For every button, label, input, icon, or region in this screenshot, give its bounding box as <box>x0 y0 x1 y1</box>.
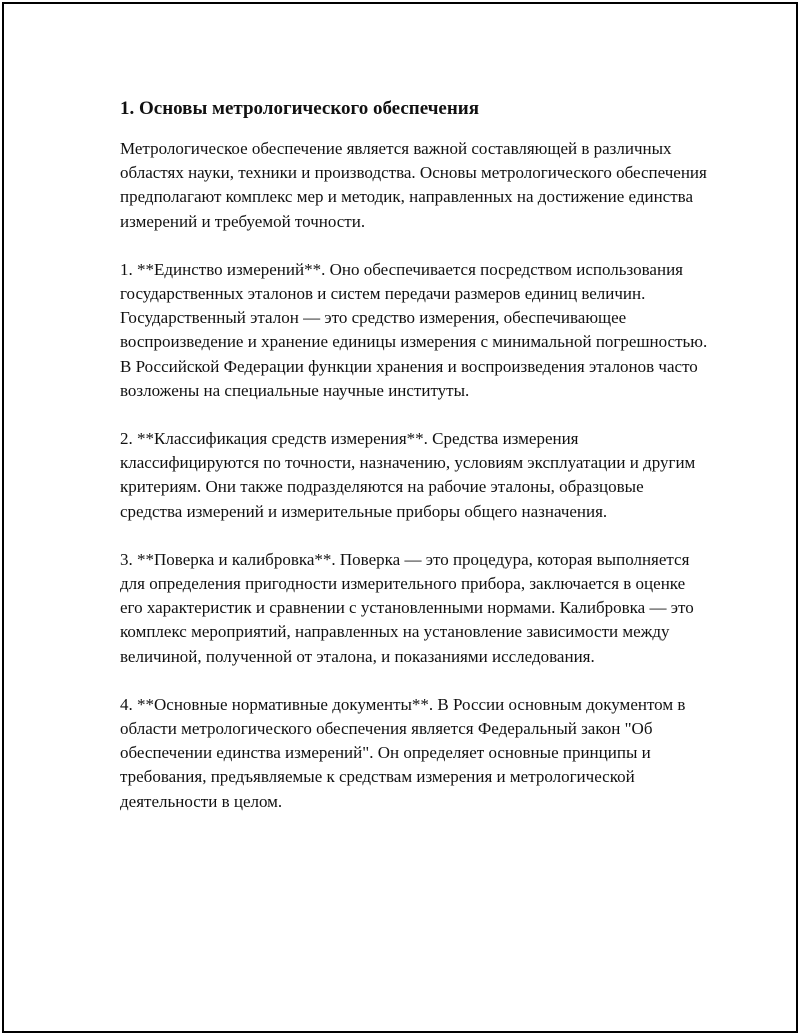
page-frame <box>2 2 798 1033</box>
intro-paragraph: Метрологическое обеспечение является важной составляющей в различных областях науки, техники и производства. Основы метрологического обеспечения предполагают комплекс мер и методик, направленных на достижение единства измерений и требуемой точности. <box>120 139 707 231</box>
document-title: 1. Основы метрологического обеспечения <box>120 98 480 119</box>
paragraph-unity-of-measurements: 1. **Единство измерений**. Оно обеспечивается посредством использования государственных эталонов и систем передачи размеров единиц величин. Государственный эталон — это средство измерения, обеспечивающее воспроизведение и хранение единицы измерения с минимальной погрешностью. В Российской Федерации функции хранения и воспроизведения эталонов часто возложены на специальные научные институты. <box>120 259 708 400</box>
paragraph-verification-calibration: 3. **Поверка и калибровка**. Поверка — это процедура, которая выполняется для определения пригодности измерительного прибора, заключается в оценке его характеристик и сравнении с установленными нормами. Калибровка — это комплекс мероприятий, направленных на установление зависимости между величиной, полученной от эталона, и показаниями исследования. <box>120 549 694 666</box>
document-body <box>120 97 710 838</box>
paragraph-regulatory-documents: 4. **Основные нормативные документы**. В России основным документом в области метрологического обеспечения является Федеральный закон "Об обеспечении единства измерений". Он определяет основные принципы и требования, предъявляемые к средствам измерения и метрологической деятельности в целом. <box>120 694 686 811</box>
paragraph-classification: 2. **Классификация средств измерения**. Средства измерения классифицируются по точности, назначению, условиям эксплуатации и другим критериям. Они также подразделяются на рабочие эталоны, образцовые средства измерений и измерительные приборы общего назначения. <box>120 429 696 521</box>
